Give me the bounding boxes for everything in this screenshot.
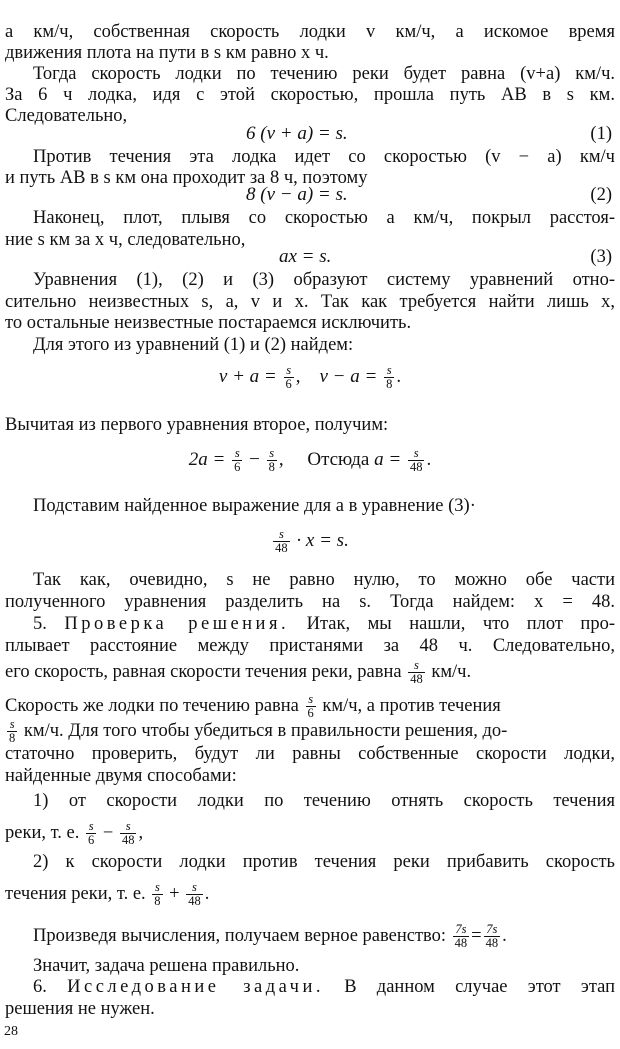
fraction: [384, 364, 394, 391]
text-line: Наконец, плот, плывя со скоростью a км/ч, покрыл расстоя-: [33, 208, 615, 228]
fraction: [152, 881, 162, 908]
text-line: полученного уравнения разделить на s. Тогда найдем: x = 48.: [5, 592, 615, 612]
fraction-denominator: 8: [386, 377, 393, 391]
fraction-denominator: 48: [275, 541, 288, 555]
fraction: [284, 364, 294, 391]
equation-2a: 2a = $\frac{s}{6}$ − $\frac{s}{8}$ , Отсюда a = $\frac{s}{48}$ .: [188, 446, 432, 474]
fraction-denominator: 6: [234, 460, 241, 474]
text-line: 1) от скорости лодки по течению отнять скорость течения: [33, 791, 615, 811]
fraction-numerator: s: [273, 528, 290, 542]
text-line: то остальные неизвестные постараемся исключить.: [5, 313, 412, 333]
text-line: решения не нужен.: [5, 999, 155, 1019]
fraction-numerator: s: [152, 881, 162, 895]
text-line: 2) к скорости лодки против течения реки прибавить скорость: [33, 852, 615, 872]
equation-3: ax = s.: [279, 246, 332, 267]
fraction-numerator: s: [232, 447, 242, 461]
fraction-numerator: s: [267, 447, 277, 461]
fraction-numerator: 7s: [484, 923, 501, 937]
fraction-denominator: 48: [454, 936, 468, 950]
eq-part: 2a =: [188, 448, 226, 470]
eq-part: −: [102, 822, 114, 843]
section-number: 5.: [33, 614, 47, 634]
text-line: реки, т. е. $\frac{s}{6}$ − $\frac{s}{48}$ ,: [5, 819, 144, 847]
text-line: статочно проверить, будут ли равны собственные скорости лодки,: [5, 744, 615, 764]
text-line: [5, 659, 615, 686]
text-line: Уравнения (1), (2) и (3) образуют систему уравнений отно-: [33, 270, 615, 290]
fraction-numerator: s: [186, 881, 203, 895]
fraction-denominator: 48: [121, 833, 135, 847]
text-span: Итак, мы нашли, что плот про-: [306, 614, 615, 634]
fraction: [267, 447, 277, 474]
section-heading: Исследование задачи.: [67, 977, 324, 997]
text-line: Следовательно,: [5, 106, 128, 126]
fraction: [232, 447, 242, 474]
text-line: Так как, очевидно, s не равно нулю, то можно обе части: [33, 570, 615, 590]
equation-2: 8 (v − a) = s.: [246, 184, 348, 205]
fraction-denominator: 48: [410, 672, 423, 686]
text-line: ние s км за x ч, следовательно,: [5, 230, 246, 250]
fraction: [453, 923, 470, 950]
section-heading: Проверка решения.: [64, 614, 290, 634]
text-line: и путь AB в s км она проходит за 8 ч, поэтому: [5, 168, 368, 188]
equation-number: (1): [590, 124, 612, 144]
fraction-denominator: 6: [88, 833, 95, 847]
equation-v-plus-minus-a: v + a = $\frac{s}{6}$ , v − a = $\frac{s}{8}$ .: [218, 363, 402, 391]
text-line: Произведя вычисления, получаем верное равенство: $\frac{7s}{48}$ = $\frac{7s}{48}$ .: [33, 922, 507, 950]
text-line: [33, 975, 615, 999]
fraction-numerator: s: [86, 820, 96, 834]
text-line: Для этого из уравнений (1) и (2) найдем:: [33, 335, 354, 355]
page-number: 28: [4, 1024, 18, 1039]
fraction-numerator: s: [306, 693, 316, 707]
text-span: Произведя вычисления, получаем верное равенство:: [33, 925, 447, 946]
equation-number: (2): [590, 185, 612, 205]
fraction-denominator: 8: [268, 460, 275, 474]
fraction: [186, 881, 203, 908]
text-line: Против течения эта лодка идет со скоростью (v − a) км/ч: [33, 147, 615, 167]
text-line: движения плота на пути в s км равно x ч.: [5, 43, 329, 63]
text-line: сительно неизвестных s, a, v и x. Так как требуется найти лишь x,: [5, 292, 615, 312]
text-line: течения реки, т. е. $\frac{s}{8}$ + $\frac{s}{48}$ .: [5, 880, 210, 908]
fraction: [306, 693, 316, 720]
eq-part: v + a =: [218, 365, 277, 387]
text-line: За 6 ч лодка, идя с этой скоростью, прошла путь AB в s км.: [5, 85, 615, 105]
eq-part: Отсюда: [307, 448, 370, 470]
fraction: [484, 923, 501, 950]
fraction-numerator: 7s: [453, 923, 470, 937]
fraction-numerator: s: [120, 820, 137, 834]
text-span: течения реки, т. е.: [5, 883, 146, 904]
section-number: 6.: [33, 977, 47, 997]
equation-number: (3): [590, 247, 612, 267]
text-line: Тогда скорость лодки по течению реки будет равна (v+a) км/ч.: [33, 64, 615, 84]
fraction: [408, 659, 425, 686]
text-span: Скорость же лодки по течению равна: [5, 695, 299, 716]
text-span: В данном случае этот этап: [344, 977, 615, 997]
text-line: [5, 693, 615, 720]
fraction: [273, 528, 290, 555]
text-span: его скорость, равная скорости течения реки, равна: [5, 661, 402, 682]
eq-part: a =: [374, 448, 402, 470]
eq-part: +: [169, 883, 180, 904]
fraction-denominator: 6: [285, 377, 292, 391]
fraction-numerator: s: [408, 447, 425, 461]
text-span: км/ч, а против течения: [322, 695, 501, 716]
fraction-numerator: s: [7, 718, 17, 732]
equation-s48x: [0, 528, 620, 555]
fraction: [408, 447, 425, 474]
equation-1: 6 (v + a) = s.: [246, 123, 348, 144]
eq-part: −: [249, 448, 260, 470]
fraction-denominator: 6: [307, 706, 314, 720]
fraction-numerator: s: [384, 364, 394, 378]
text-line: a км/ч, собственная скорость лодки v км/ч, а искомое время: [5, 22, 615, 42]
fraction-denominator: 48: [409, 460, 423, 474]
fraction-denominator: 8: [154, 894, 161, 908]
fraction: [86, 820, 96, 847]
eq-part: · x = s.: [296, 529, 349, 551]
text-span: км/ч.: [431, 661, 472, 682]
text-line: Подставим найденное выражение для a в уравнение (3)·: [33, 496, 476, 516]
text-line: найденные двумя способами:: [5, 766, 237, 786]
text-span: реки, т. е.: [5, 822, 80, 843]
eq-part: =: [471, 925, 482, 946]
text-line: Вычитая из первого уравнения второе, получим:: [5, 415, 389, 435]
text-line: Значит, задача решена правильно.: [33, 956, 300, 976]
fraction-numerator: s: [408, 659, 425, 673]
fraction-denominator: 48: [485, 936, 499, 950]
fraction: [7, 718, 17, 745]
fraction-numerator: s: [284, 364, 294, 378]
fraction-denominator: 48: [188, 894, 201, 908]
text-span: км/ч. Для того чтобы убедиться в правильности решения, до-: [23, 720, 508, 741]
eq-part: v − a =: [319, 365, 378, 387]
text-line: плывает расстояние между пристанями за 48 ч. Следовательно,: [5, 636, 615, 656]
text-line: [33, 612, 615, 636]
text-line: [5, 718, 615, 745]
fraction: [120, 820, 137, 847]
fraction-denominator: 8: [9, 731, 16, 745]
